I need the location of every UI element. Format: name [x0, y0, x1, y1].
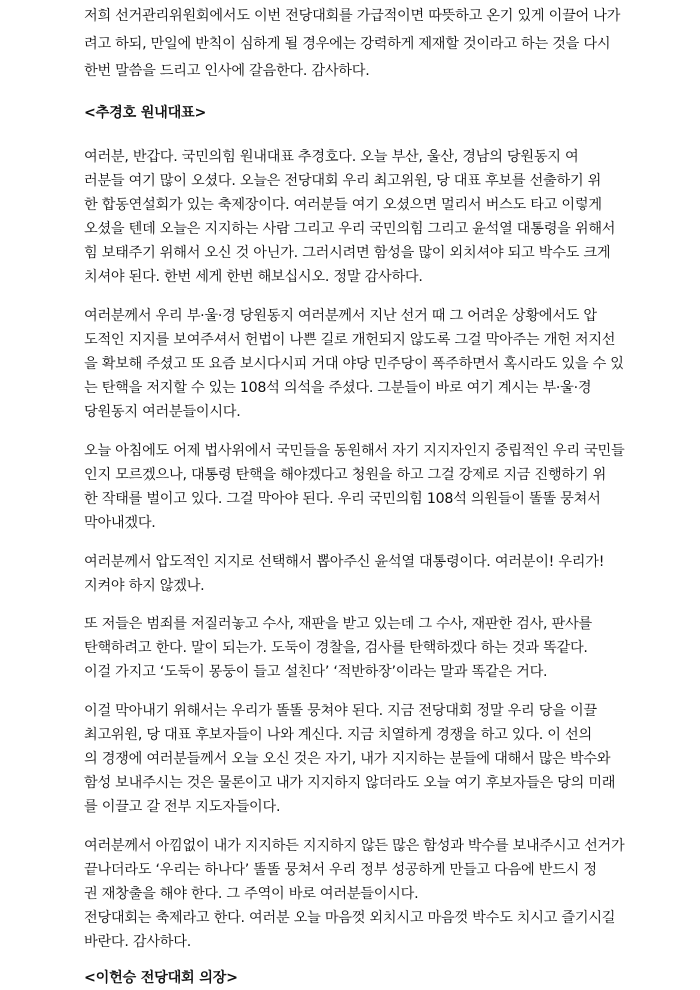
speaker-heading: <추경호 원내대표>: [84, 105, 207, 121]
paragraph-line: 한 작태를 벌이고 있다. 그걸 막아야 된다. 우리 국민의힘 108석 의원들이 똘똘 뭉쳐서: [84, 491, 601, 507]
paragraph-line: 최고위원, 당 대표 후보자들이 나와 계신다. 지금 치열하게 경쟁을 하고 있다. 이 선의: [84, 727, 592, 743]
intro-line: 저희 선거관리위원회에서도 이번 전당대회를 가급적이면 따뜻하고 온기 있게 이끌어 나가: [84, 8, 621, 24]
paragraph-line: 오늘 아침에도 어제 법사위에서 국민들을 동원해서 자기 지지자인지 중립적인 우리 국민들: [84, 443, 625, 459]
paragraph-line: 인지 모르겠으나, 대통령 탄핵을 해야겠다고 청원을 하고 그걸 강제로 지금 진행하기 위: [84, 467, 607, 483]
paragraph-line: 을 확보해 주셨고 또 요즘 보시다시피 거대 야당 민주당이 폭주하면서 혹시라도 있을 수 있: [84, 356, 624, 372]
paragraph-line: 힘 보태주기 위해서 오신 것 아닌가. 그러시려면 함성을 많이 외치셔야 되고 박수도 크게: [84, 245, 611, 261]
paragraph-line: 의 경쟁에 여러분들께서 오늘 오신 것은 자기, 내가 지지하는 분들에 대해서 많은 박수와: [84, 751, 611, 767]
paragraph-line: 또 저들은 범죄를 저질러놓고 수사, 재판을 받고 있는데 그 수사, 재판한 검사, 판사를: [84, 616, 592, 632]
paragraph-line: 막아내겠다.: [84, 515, 156, 531]
speaker-heading: <이헌승 전당대회 의장>: [84, 970, 238, 986]
paragraph-line: 끝나더라도 ‘우리는 하나다’ 똘똘 뭉쳐서 우리 정부 성공하게 만들고 다음에 반드시 정: [84, 862, 597, 878]
paragraph-line: 오셨을 텐데 오늘은 지지하는 사람 그리고 우리 국민의힘 그리고 윤석열 대통령을 위해서: [84, 221, 616, 237]
paragraph-line: 바란다. 감사하다.: [84, 934, 191, 950]
paragraph-line: 지켜야 하지 않겠나.: [84, 578, 205, 594]
paragraph-line: 한 합동연설회가 있는 축제장이다. 여러분들 여기 오셨으면 멀리서 버스도 타고 이렇게: [84, 197, 602, 213]
paragraph-line: 러분들 여기 많이 오셨다. 오늘은 전당대회 우리 최고위원, 당 대표 후보를 선출하기 위: [84, 173, 602, 189]
paragraph-line: 당원동지 여러분들이시다.: [84, 404, 241, 420]
paragraph-line: 여러분께서 아낌없이 내가 지지하든 지지하지 않든 많은 함성과 박수를 보내주시고 선거가: [84, 838, 625, 854]
paragraph-line: 치셔야 된다. 한번 세게 한번 해보십시오. 정말 감사하다.: [84, 269, 423, 285]
paragraph-line: 이걸 가지고 ‘도둑이 몽둥이 들고 설친다’ ‘적반하장’이라는 말과 똑같은 거다.: [84, 664, 548, 680]
intro-line: 려고 하되, 만일에 반칙이 심하게 될 경우에는 강력하게 제재할 것이라고 하는 것을 다시: [84, 36, 611, 52]
paragraph-line: 여러분께서 압도적인 지지로 선택해서 뽑아주신 윤석열 대통령이다. 여러분이! 우리가!: [84, 554, 605, 570]
paragraph-line: 함성 보내주시는 것은 물론이고 내가 지지하지 않더라도 오늘 여기 후보자들은 당의 미래: [84, 775, 616, 791]
paragraph-line: 를 이끌고 갈 전부 지도자들이다.: [84, 799, 281, 815]
paragraph-line: 이걸 막아내기 위해서는 우리가 똘똘 뭉쳐야 된다. 지금 전당대회 정말 우리 당을 이끌: [84, 703, 597, 719]
paragraph-line: 도적인 지지를 보여주셔서 헌법이 나쁜 길로 개헌되지 않도록 그걸 막아주는 개헌 저지선: [84, 332, 616, 348]
intro-line: 한번 말씀을 드리고 인사에 갈음한다. 감사하다.: [84, 63, 370, 79]
paragraph-line: 권 재창출을 해야 한다. 그 주역이 바로 여러분들이시다.: [84, 886, 419, 902]
paragraph-line: 여러분께서 우리 부·울·경 당원동지 여러분께서 지난 선거 때 그 어려운 상황에서도 압: [84, 308, 597, 324]
paragraph-line: 여러분, 반갑다. 국민의힘 원내대표 추경호다. 오늘 부산, 울산, 경남의 당원동지 여: [84, 149, 579, 165]
paragraph-line: 탄핵하려고 한다. 말이 되는가. 도둑이 경찰을, 검사를 탄핵하겠다 하는 것과 똑같다.: [84, 640, 588, 656]
paragraph-line: 는 탄핵을 저지할 수 있는 108석 의석을 주셨다. 그분들이 바로 여기 계시는 부·울·경: [84, 380, 592, 396]
paragraph-line: 전당대회는 축제라고 한다. 여러분 오늘 마음껏 외치시고 마음껏 박수도 치시고 즐기시길: [84, 910, 616, 926]
